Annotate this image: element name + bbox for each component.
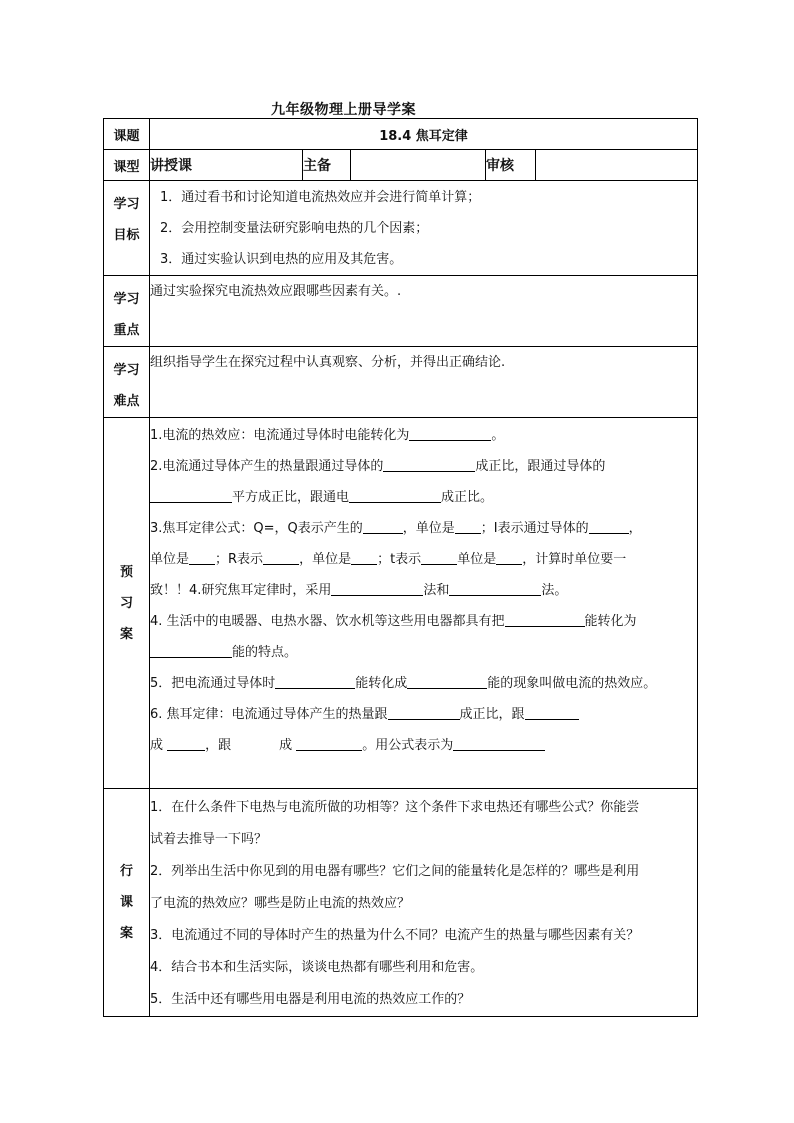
lesson-item: 2．列举出生活中你见到的用电器有哪些？它们之间的能量转化是怎样的？哪些是利用 (150, 864, 640, 879)
fill-blank[interactable] (449, 581, 541, 596)
review-label: 审核 (486, 150, 536, 181)
type-row (104, 150, 698, 181)
type-value: 讲授课 (150, 150, 303, 181)
preview-line: 能的特点。 (150, 637, 697, 668)
fill-blank[interactable] (407, 674, 487, 689)
fill-blank[interactable] (409, 426, 491, 441)
fill-blank[interactable] (167, 736, 205, 751)
topic-row (104, 119, 698, 150)
fill-blank[interactable] (496, 550, 522, 565)
fill-blank[interactable] (505, 612, 585, 627)
goal-item: 1．通过看书和讨论知道电流热效应并会进行简单计算； (160, 190, 481, 205)
preview-label: 预 习 案 (104, 418, 150, 789)
fill-blank[interactable] (525, 705, 579, 720)
fill-blank[interactable] (453, 736, 545, 751)
lesson-item: 试着去推导一下吗？ (150, 832, 268, 847)
preview-line: 6. 焦耳定律：电流通过导体产生的热量跟 成正比，跟 (150, 699, 697, 730)
type-label: 课型 (104, 150, 150, 181)
study-guide-table (103, 118, 698, 1017)
fill-blank[interactable] (275, 674, 355, 689)
goals-row (104, 181, 698, 276)
preview-line: 单位是 ；R表示 ，单位是 ；t表示 单位是 ，计算时单位要一 (150, 552, 627, 567)
fill-blank[interactable] (263, 550, 299, 565)
preview-row (104, 418, 698, 789)
page-title: 九年级物理上册导学案 (271, 102, 416, 118)
goal-item: 2．会用控制变量法研究影响电热的几个因素； (160, 221, 429, 236)
key-points-label: 学习 重点 (104, 276, 150, 347)
lesson-item: 3．电流通过不同的导体时产生的热量为什么不同？电流产生的热量与哪些因素有关？ (150, 928, 640, 943)
lesson-item: 4．结合书本和生活实际，谈谈电热都有哪些利用和危害。 (150, 960, 484, 975)
topic-label: 课题 (104, 119, 150, 150)
fill-blank[interactable] (589, 519, 629, 534)
fill-blank[interactable] (150, 643, 232, 658)
topic-value: 18.4 焦耳定律 (150, 119, 698, 150)
preview-line: 成 ，跟 成 。用公式表示为 (150, 730, 697, 761)
fill-blank[interactable] (296, 736, 362, 751)
difficulty-text: 组织指导学生在探究过程中认真观察、分析，并得出正确结论. (150, 347, 698, 418)
lesson-row (104, 789, 698, 1017)
lesson-item: 1．在什么条件下电热与电流所做的功相等？这个条件下求电热还有哪些公式？你能尝 (150, 800, 640, 815)
fill-blank[interactable] (363, 519, 403, 534)
fill-blank[interactable] (331, 581, 423, 596)
preview-line: 2.电流通过导体产生的热量跟通过导体的 成正比，跟通过导体的 (150, 459, 606, 474)
fill-blank[interactable] (455, 519, 481, 534)
key-points-text: 通过实验探究电流热效应跟哪些因素有关。. (150, 276, 698, 347)
preview-line: 致！！4.研究焦耳定律时，采用 法和 法。 (150, 583, 568, 598)
fill-blank[interactable] (150, 488, 232, 503)
goal-item: 3．通过实验认识到电热的应用及其危害。 (160, 252, 403, 267)
key-points-row (104, 276, 698, 347)
preview-line: 1.电流的热效应：电流通过导体时电能转化为 。 (150, 428, 505, 443)
preview-line: 平方成正比，跟通电 成正比。 (150, 482, 697, 513)
preparer-label: 主备 (303, 150, 351, 181)
preview-line: 5．把电流通过导体时 能转化成 能的现象叫做电流的热效应。 (150, 676, 657, 691)
fill-blank[interactable] (421, 550, 457, 565)
lesson-label: 行 课 案 (104, 789, 150, 1017)
goals-content (150, 181, 698, 276)
goals-label: 学习 目标 (104, 181, 150, 276)
difficulty-row (104, 347, 698, 418)
fill-blank[interactable] (383, 457, 475, 472)
fill-blank[interactable] (189, 550, 215, 565)
preview-line: 4. 生活中的电暖器、电热水器、饮水机等这些用电器都具有把 能转化为 (150, 614, 637, 629)
fill-blank[interactable] (388, 705, 460, 720)
fill-blank[interactable] (351, 550, 377, 565)
preview-line: 3.焦耳定律公式：Q=，Q表示产生的 ，单位是 ；I表示通过导体的 ， (150, 521, 642, 536)
lesson-item: 了电流的热效应？哪些是防止电流的热效应？ (150, 896, 411, 911)
fill-blank[interactable] (349, 488, 441, 503)
lesson-item: 5．生活中还有哪些用电器是利用电流的热效应工作的？ (150, 992, 471, 1007)
difficulty-label: 学习 难点 (104, 347, 150, 418)
review-value[interactable] (536, 150, 698, 181)
preview-content (150, 418, 698, 789)
lesson-content (150, 789, 698, 1017)
preparer-value[interactable] (351, 150, 486, 181)
